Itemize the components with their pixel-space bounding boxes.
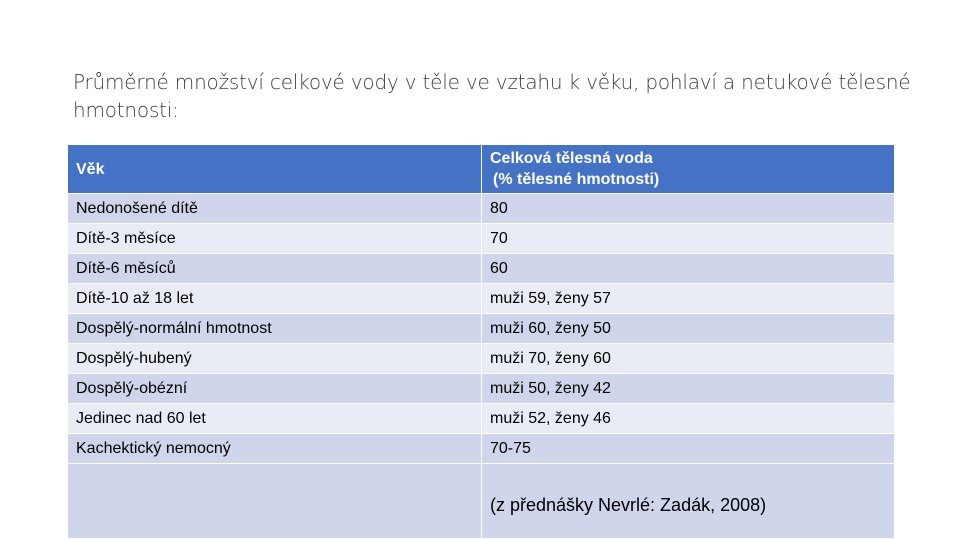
table-row <box>68 434 895 464</box>
body-water-table <box>67 144 895 539</box>
cell-water: muži 70, ženy 60 <box>482 344 895 374</box>
cell-age: Dítě-3 měsíce <box>68 224 482 254</box>
cell-water: 70-75 <box>482 434 895 464</box>
note-empty-cell <box>68 464 482 539</box>
table-row <box>68 314 895 344</box>
cell-water: 80 <box>482 194 895 224</box>
header-water-line1: Celková tělesná voda <box>490 150 653 167</box>
table-row <box>68 404 895 434</box>
cell-water: 60 <box>482 254 895 284</box>
table-header-row <box>68 145 895 194</box>
cell-age: Dítě-6 měsíců <box>68 254 482 284</box>
cell-age: Dítě-10 až 18 let <box>68 284 482 314</box>
source-citation: (z přednášky Nevrlé: Zadák, 2008) <box>482 464 895 539</box>
table-row <box>68 254 895 284</box>
cell-water: muži 60, ženy 50 <box>482 314 895 344</box>
cell-water: 70 <box>482 224 895 254</box>
cell-water: muži 59, ženy 57 <box>482 284 895 314</box>
table-row <box>68 344 895 374</box>
table-row <box>68 224 895 254</box>
table-row <box>68 284 895 314</box>
cell-water: muži 52, ženy 46 <box>482 404 895 434</box>
cell-water: muži 50, ženy 42 <box>482 374 895 404</box>
cell-age: Nedonošené dítě <box>68 194 482 224</box>
cell-age: Kachektický nemocný <box>68 434 482 464</box>
header-water-line2: (% tělesné hmotnosti) <box>493 171 660 188</box>
table-row <box>68 194 895 224</box>
cell-age: Dospělý-hubený <box>68 344 482 374</box>
header-age: Věk <box>68 145 482 194</box>
cell-age: Dospělý-normální hmotnost <box>68 314 482 344</box>
slide-title: Průměrné množství celkové vody v těle ve vztahu k věku, pohlaví a netukové tělesné hmotnosti: <box>73 70 911 122</box>
cell-age: Jedinec nad 60 let <box>68 404 482 434</box>
table-note-row <box>68 464 895 539</box>
table-row <box>68 374 895 404</box>
cell-age: Dospělý-obézní <box>68 374 482 404</box>
header-total-body-water <box>482 145 895 194</box>
